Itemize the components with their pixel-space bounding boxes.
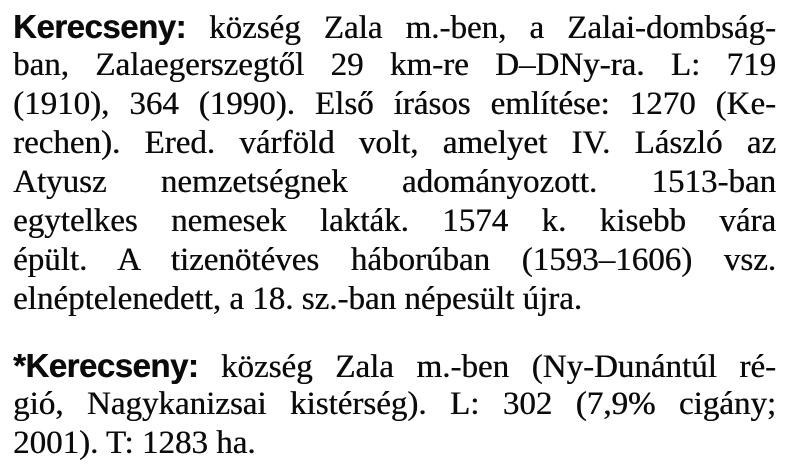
text-line: ban, Zalaegerszegtől 29 km-re D–DNy-ra. L: 719 bbox=[13, 47, 776, 83]
text-line: Atyusz nemzetségnek adományozott. 1513-ban bbox=[13, 164, 776, 200]
entry-first-line-text: község Zala m.-ben (Ny-Dunántúl ré- bbox=[198, 349, 776, 385]
entry-headword: *Kerecseny: bbox=[13, 347, 199, 384]
dictionary-entry-kerecseny-1 bbox=[13, 7, 776, 319]
entry-first-line-text: község Zala m.-ben, a Zalai-dombság- bbox=[185, 10, 776, 46]
entry-headword: Kerecseny: bbox=[13, 8, 186, 45]
text-line: rechen). Ered. várföld volt, amelyet IV. László az bbox=[13, 125, 776, 161]
text-line: gió, Nagykanizsai kistérség). L: 302 (7,9% cigány; bbox=[13, 386, 776, 422]
entry-last-line: 2001). T: 1283 ha. bbox=[13, 425, 256, 461]
entry-last-line: elnéptelenedett, a 18. sz.-ban népesült újra. bbox=[13, 281, 583, 317]
text-line: épült. A tizenötéves háborúban (1593–1606) vsz. bbox=[13, 242, 776, 278]
text-line: egytelkes nemesek lakták. 1574 k. kisebb vára bbox=[13, 203, 776, 239]
text-line bbox=[13, 346, 776, 385]
text-line bbox=[13, 7, 776, 46]
text-line: (1910), 364 (1990). Első írásos említése: 1270 (Ke- bbox=[13, 86, 776, 122]
dictionary-entry-kerecseny-2 bbox=[13, 346, 776, 463]
